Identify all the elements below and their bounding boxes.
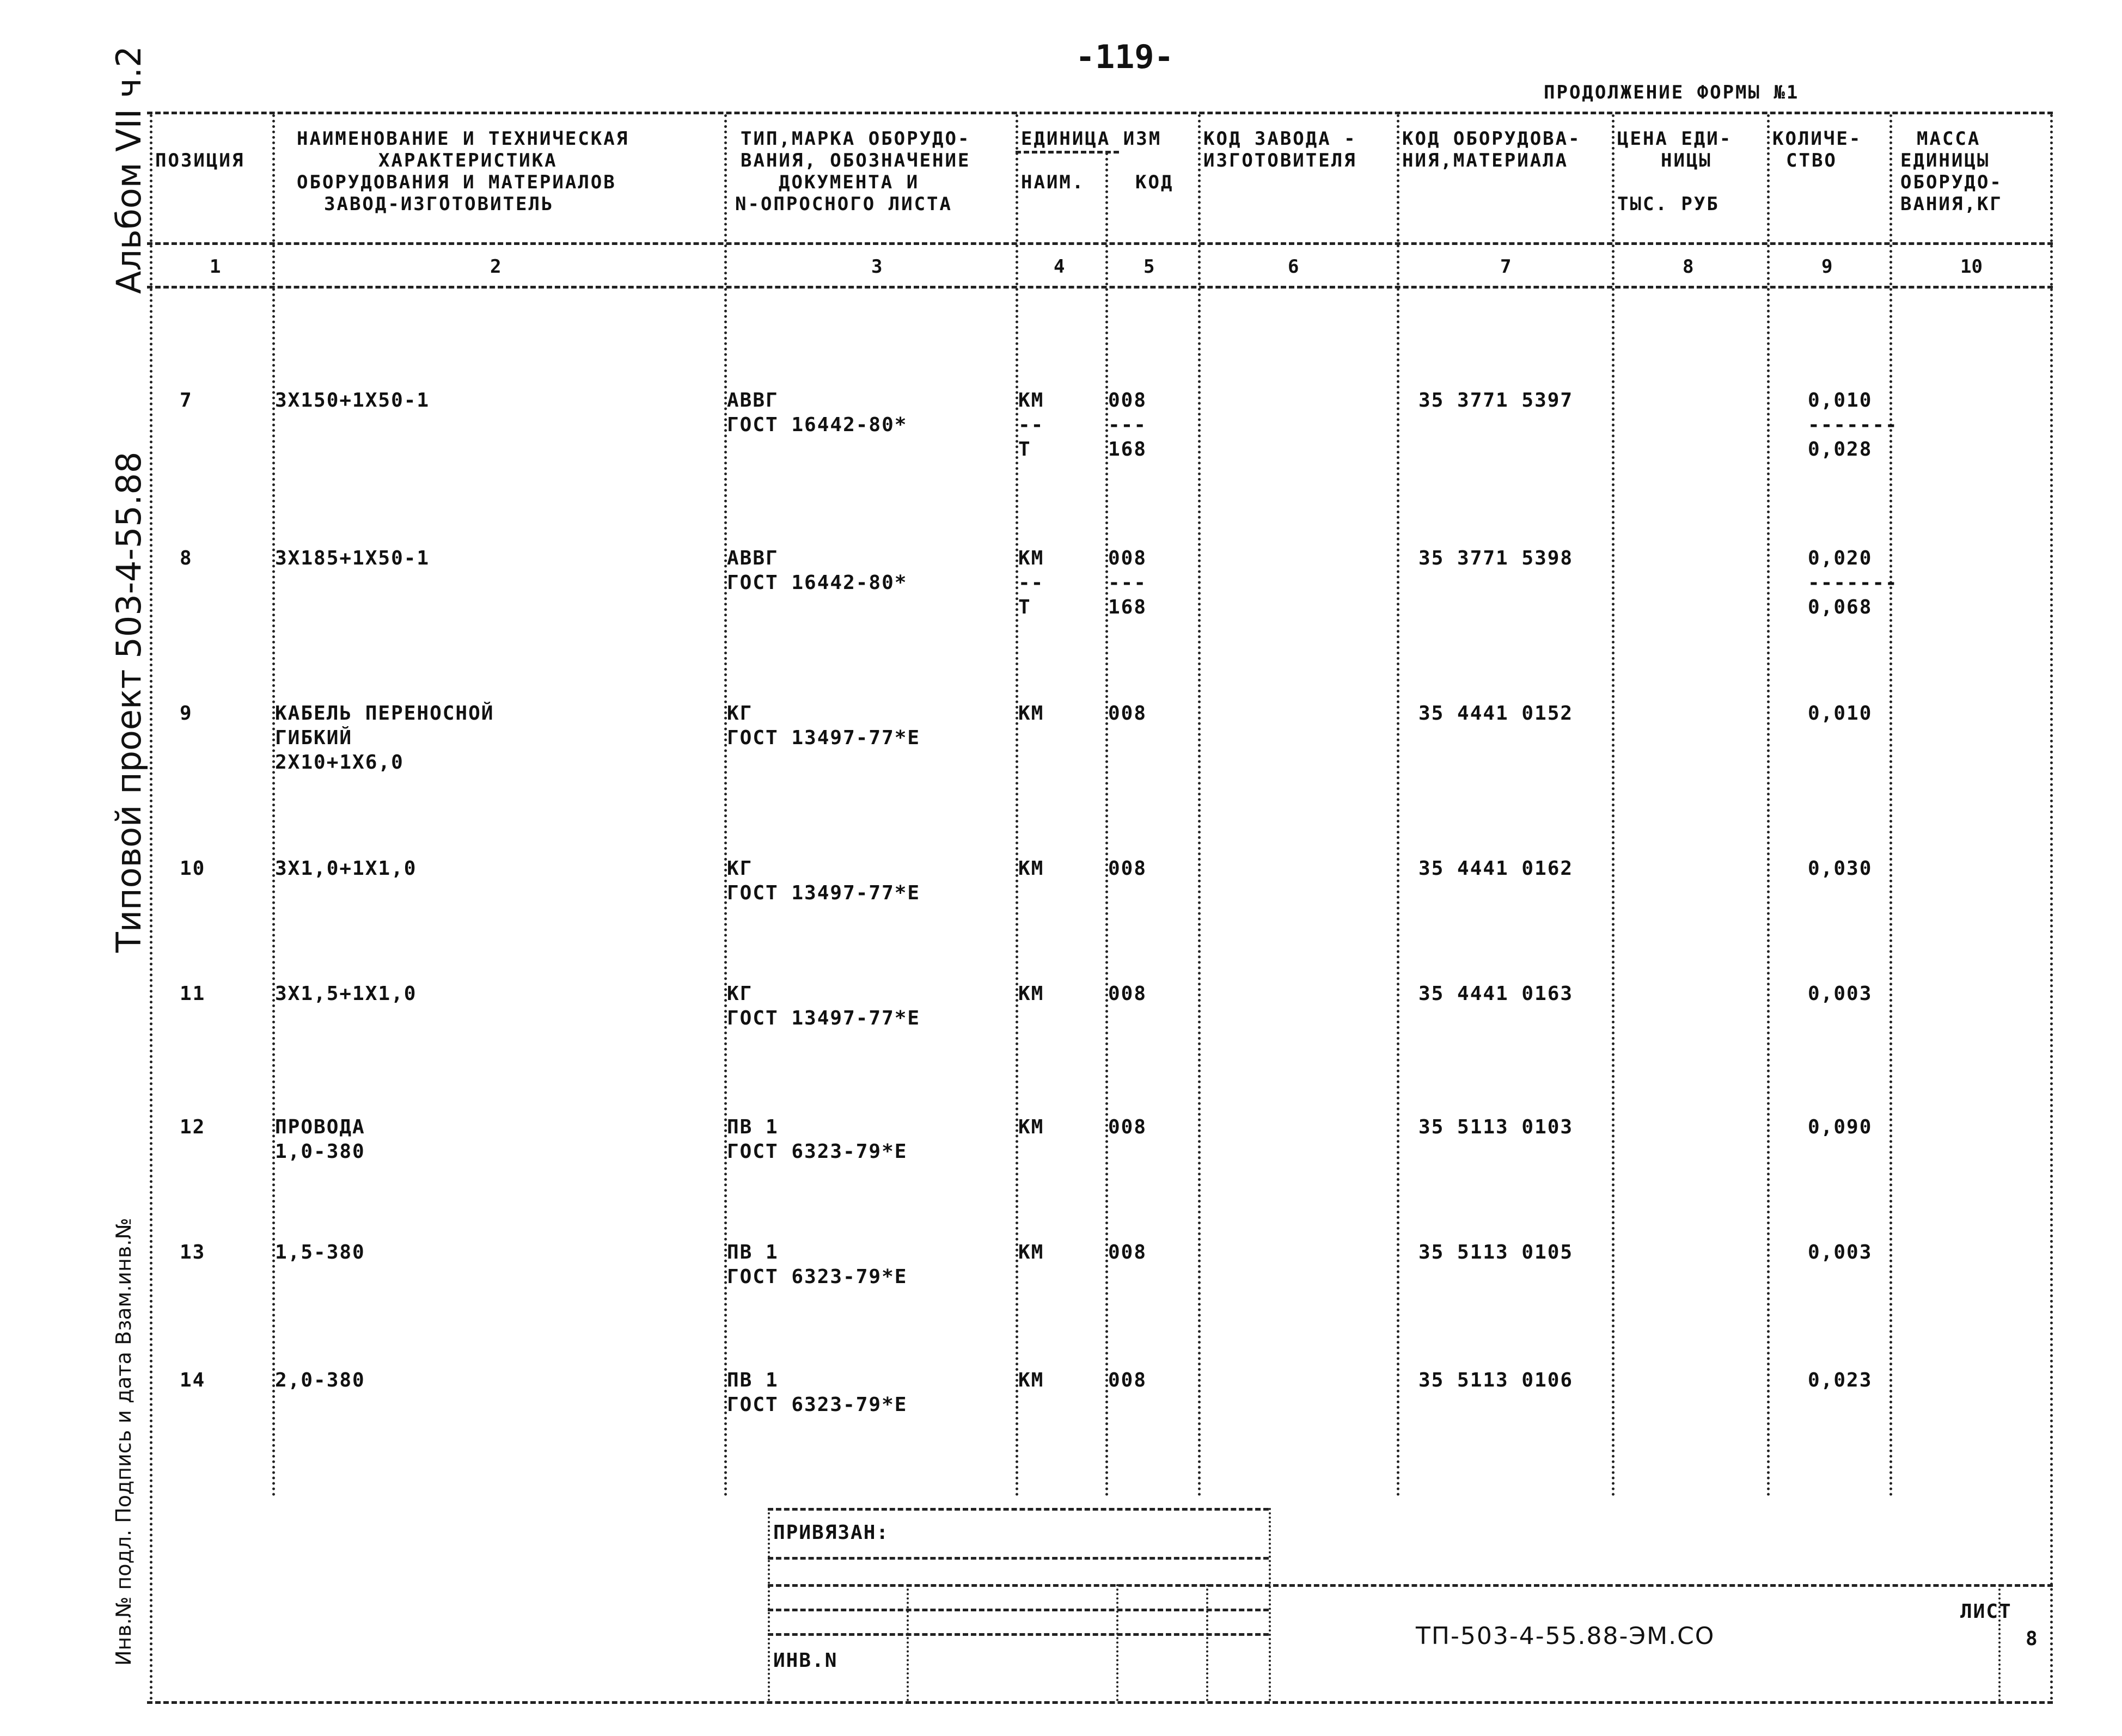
stamp-rule (768, 1508, 1269, 1511)
header-type-line1: ТИП,МАРКА ОБОРУДО- (741, 128, 971, 150)
unit-code-cell: 008 (1108, 983, 1147, 1005)
unit-name-cell: КМ (1018, 1116, 1044, 1138)
material-code-cell: 35 5113 0103 (1418, 1116, 1574, 1138)
type-cell: ГОСТ 13497-77*Е (727, 1007, 921, 1029)
name-cell: КАБЕЛЬ ПЕРЕНОСНОЙ (275, 702, 494, 725)
name-cell: 2,0-380 (275, 1369, 365, 1391)
unit-code-cell: 168 (1108, 438, 1147, 461)
name-cell: 1,0-380 (275, 1140, 365, 1163)
stamp-rule-v (1206, 1584, 1208, 1701)
unit-name-cell: КМ (1018, 857, 1044, 880)
type-cell: ПВ 1 (727, 1241, 779, 1263)
header-mass-line3: ОБОРУДО- (1900, 171, 2003, 193)
type-cell: ПВ 1 (727, 1116, 779, 1138)
column-number: 6 (1288, 256, 1299, 278)
header-plant-code-line1: КОД ЗАВОДА - (1203, 128, 1357, 150)
side-project-label: Типовой проект 503-4-55.88 (109, 451, 149, 953)
type-cell: ГОСТ 16442-80* (727, 414, 908, 436)
unit-name-cell: КМ (1018, 983, 1044, 1005)
stamp-rule (768, 1557, 1269, 1560)
stamp-rule (768, 1584, 2053, 1587)
type-cell: ГОСТ 13497-77*Е (727, 727, 921, 749)
name-cell: ГИБКИЙ (275, 727, 353, 749)
unit-name-cell: Т (1018, 438, 1031, 461)
column-number: 7 (1500, 256, 1512, 278)
unit-header-rule (1016, 151, 1119, 154)
unit-code-cell: --- (1108, 414, 1147, 436)
col-rule-7 (1612, 114, 1615, 1497)
stamp-rule-v (907, 1584, 909, 1701)
type-cell: КГ (727, 983, 753, 1005)
header-unit-name: НАИМ. (1021, 171, 1085, 193)
stamp-rule-v (768, 1508, 770, 1701)
column-number: 4 (1054, 256, 1065, 278)
unit-code-cell: 008 (1108, 1116, 1147, 1138)
type-cell: КГ (727, 857, 753, 880)
type-cell: ГОСТ 16442-80* (727, 572, 908, 594)
name-cell: 1,5-380 (275, 1241, 365, 1263)
column-number: 8 (1683, 256, 1694, 278)
name-cell: 3Х185+1Х50-1 (275, 547, 430, 569)
column-number: 1 (210, 256, 221, 278)
stamp-rule (768, 1633, 1269, 1636)
header-quantity-line2: СТВО (1786, 150, 1837, 171)
header-mass-line4: ВАНИЯ,КГ (1900, 193, 2003, 215)
column-number: 9 (1821, 256, 1833, 278)
document-code: ТП-503-4-55.88-ЭМ.СО (1416, 1622, 1715, 1650)
quantity-cell: ------- (1808, 572, 1898, 594)
material-code-cell: 35 3771 5397 (1418, 389, 1574, 412)
unit-name-cell: -- (1018, 414, 1044, 436)
unit-name-cell: -- (1018, 572, 1044, 594)
column-number: 2 (490, 256, 502, 278)
quantity-cell: 0,068 (1808, 596, 1873, 618)
stamp-rule-v (1269, 1508, 1271, 1701)
quantity-cell: 0,028 (1808, 438, 1873, 461)
name-cell: ПРОВОДА (275, 1116, 365, 1138)
type-cell: ГОСТ 6323-79*Е (727, 1140, 908, 1163)
column-number: 3 (871, 256, 883, 278)
header-type-line4: N-ОПРОСНОГО ЛИСТА (735, 193, 952, 215)
quantity-cell: 0,030 (1808, 857, 1873, 880)
stamp-rule (768, 1609, 1269, 1611)
header-plant-code-line2: ИЗГОТОВИТЕЛЯ (1203, 150, 1357, 171)
quantity-cell: 0,003 (1808, 1241, 1873, 1263)
position-cell: 12 (180, 1116, 206, 1138)
position-cell: 14 (180, 1369, 206, 1391)
quantity-cell: 0,023 (1808, 1369, 1873, 1391)
header-position: ПОЗИЦИЯ (155, 150, 245, 171)
material-code-cell: 35 5113 0106 (1418, 1369, 1574, 1391)
header-material-code-line2: НИЯ,МАТЕРИАЛА (1402, 150, 1569, 171)
name-cell: 3Х1,5+1Х1,0 (275, 983, 417, 1005)
unit-name-cell: КМ (1018, 1369, 1044, 1391)
unit-code-cell: --- (1108, 572, 1147, 594)
material-code-cell: 35 4441 0152 (1418, 702, 1574, 725)
unit-code-cell: 008 (1108, 1369, 1147, 1391)
name-cell: 3Х150+1Х50-1 (275, 389, 430, 412)
unit-name-cell: КМ (1018, 702, 1044, 725)
quantity-cell: 0,010 (1808, 389, 1873, 412)
header-name-line4: ЗАВОД-ИЗГОТОВИТЕЛЬ (324, 193, 554, 215)
column-number: 10 (1960, 256, 1983, 278)
page-number: -119- (1075, 38, 1174, 76)
header-name-line2: ХАРАКТЕРИСТИКА (378, 150, 558, 171)
position-cell: 8 (180, 547, 193, 569)
type-cell: АВВГ (727, 547, 779, 569)
material-code-cell: 35 4441 0162 (1418, 857, 1574, 880)
col-rule-5 (1198, 114, 1201, 1497)
col-rule-0 (150, 114, 152, 1701)
unit-name-cell: КМ (1018, 1241, 1044, 1263)
header-unit: ЕДИНИЦА ИЗМ (1021, 128, 1162, 150)
col-rule-9 (1889, 114, 1892, 1497)
col-rule-1 (272, 114, 275, 1497)
header-type-line2: ВАНИЯ, ОБОЗНАЧЕНИЕ (741, 150, 971, 171)
sheet-number: 8 (2026, 1628, 2039, 1650)
type-cell: ГОСТ 13497-77*Е (727, 882, 921, 904)
inventory-label: ИНВ.N (773, 1649, 838, 1672)
col-rule-8 (1767, 114, 1770, 1497)
header-price-line2: НИЦЫ (1661, 150, 1712, 171)
quantity-cell: 0,020 (1808, 547, 1873, 569)
continuation-title: ПРОДОЛЖЕНИЕ ФОРМЫ №1 (1544, 82, 1800, 103)
stamp-rule-v (1116, 1584, 1118, 1701)
unit-code-cell: 168 (1108, 596, 1147, 618)
header-mass-line1: МАССА (1917, 128, 1981, 150)
position-cell: 9 (180, 702, 193, 725)
header-type-line3: ДОКУМЕНТА И (779, 171, 920, 193)
unit-code-cell: 008 (1108, 857, 1147, 880)
side-stamp-label: Инв.№ подл. Подпись и дата Взам.инв.№ (112, 1218, 136, 1666)
unit-code-cell: 008 (1108, 1241, 1147, 1263)
type-cell: АВВГ (727, 389, 779, 412)
unit-name-cell: КМ (1018, 389, 1044, 412)
header-material-code-line1: КОД ОБОРУДОВА- (1402, 128, 1581, 150)
name-cell: 2Х10+1Х6,0 (275, 751, 404, 774)
table-bottom-rule (147, 1701, 2053, 1704)
name-cell: 3Х1,0+1Х1,0 (275, 857, 417, 880)
quantity-cell: 0,090 (1808, 1116, 1873, 1138)
col-rule-3 (1016, 114, 1018, 1497)
header-price-line3: ТЫС. РУБ (1617, 193, 1720, 215)
material-code-cell: 35 4441 0163 (1418, 983, 1574, 1005)
quantity-cell: 0,003 (1808, 983, 1873, 1005)
unit-code-cell: 008 (1108, 547, 1147, 569)
type-cell: ГОСТ 6323-79*Е (727, 1394, 908, 1416)
header-unit-code: КОД (1135, 171, 1174, 193)
position-cell: 13 (180, 1241, 206, 1263)
type-cell: КГ (727, 702, 753, 725)
col-rule-10 (2050, 114, 2053, 1701)
quantity-cell: 0,010 (1808, 702, 1873, 725)
unit-code-cell: 008 (1108, 702, 1147, 725)
unit-name-cell: Т (1018, 596, 1031, 618)
unit-name-cell: КМ (1018, 547, 1044, 569)
type-cell: ГОСТ 6323-79*Е (727, 1266, 908, 1288)
type-cell: ПВ 1 (727, 1369, 779, 1391)
tied-label: ПРИВЯЗАН: (773, 1522, 890, 1544)
col-rule-6 (1397, 114, 1399, 1497)
position-cell: 7 (180, 389, 193, 412)
col-rule-2 (724, 114, 727, 1497)
unit-code-cell: 008 (1108, 389, 1147, 412)
header-name-line1: НАИМЕНОВАНИЕ И ТЕХНИЧЕСКАЯ (297, 128, 629, 150)
position-cell: 11 (180, 983, 206, 1005)
quantity-cell: ------- (1808, 414, 1898, 436)
header-price-line1: ЦЕНА ЕДИ- (1617, 128, 1733, 150)
material-code-cell: 35 5113 0105 (1418, 1241, 1574, 1263)
material-code-cell: 35 3771 5398 (1418, 547, 1574, 569)
sheet-label: ЛИСТ (1960, 1600, 2012, 1623)
header-mass-line2: ЕДИНИЦЫ (1900, 150, 1990, 171)
column-number: 5 (1143, 256, 1155, 278)
side-album-label: Альбом VII ч.2 (109, 46, 149, 294)
col-rule-4 (1105, 152, 1108, 1497)
header-quantity-line1: КОЛИЧЕ- (1772, 128, 1862, 150)
position-cell: 10 (180, 857, 206, 880)
header-name-line3: ОБОРУДОВАНИЯ И МАТЕРИАЛОВ (297, 171, 616, 193)
